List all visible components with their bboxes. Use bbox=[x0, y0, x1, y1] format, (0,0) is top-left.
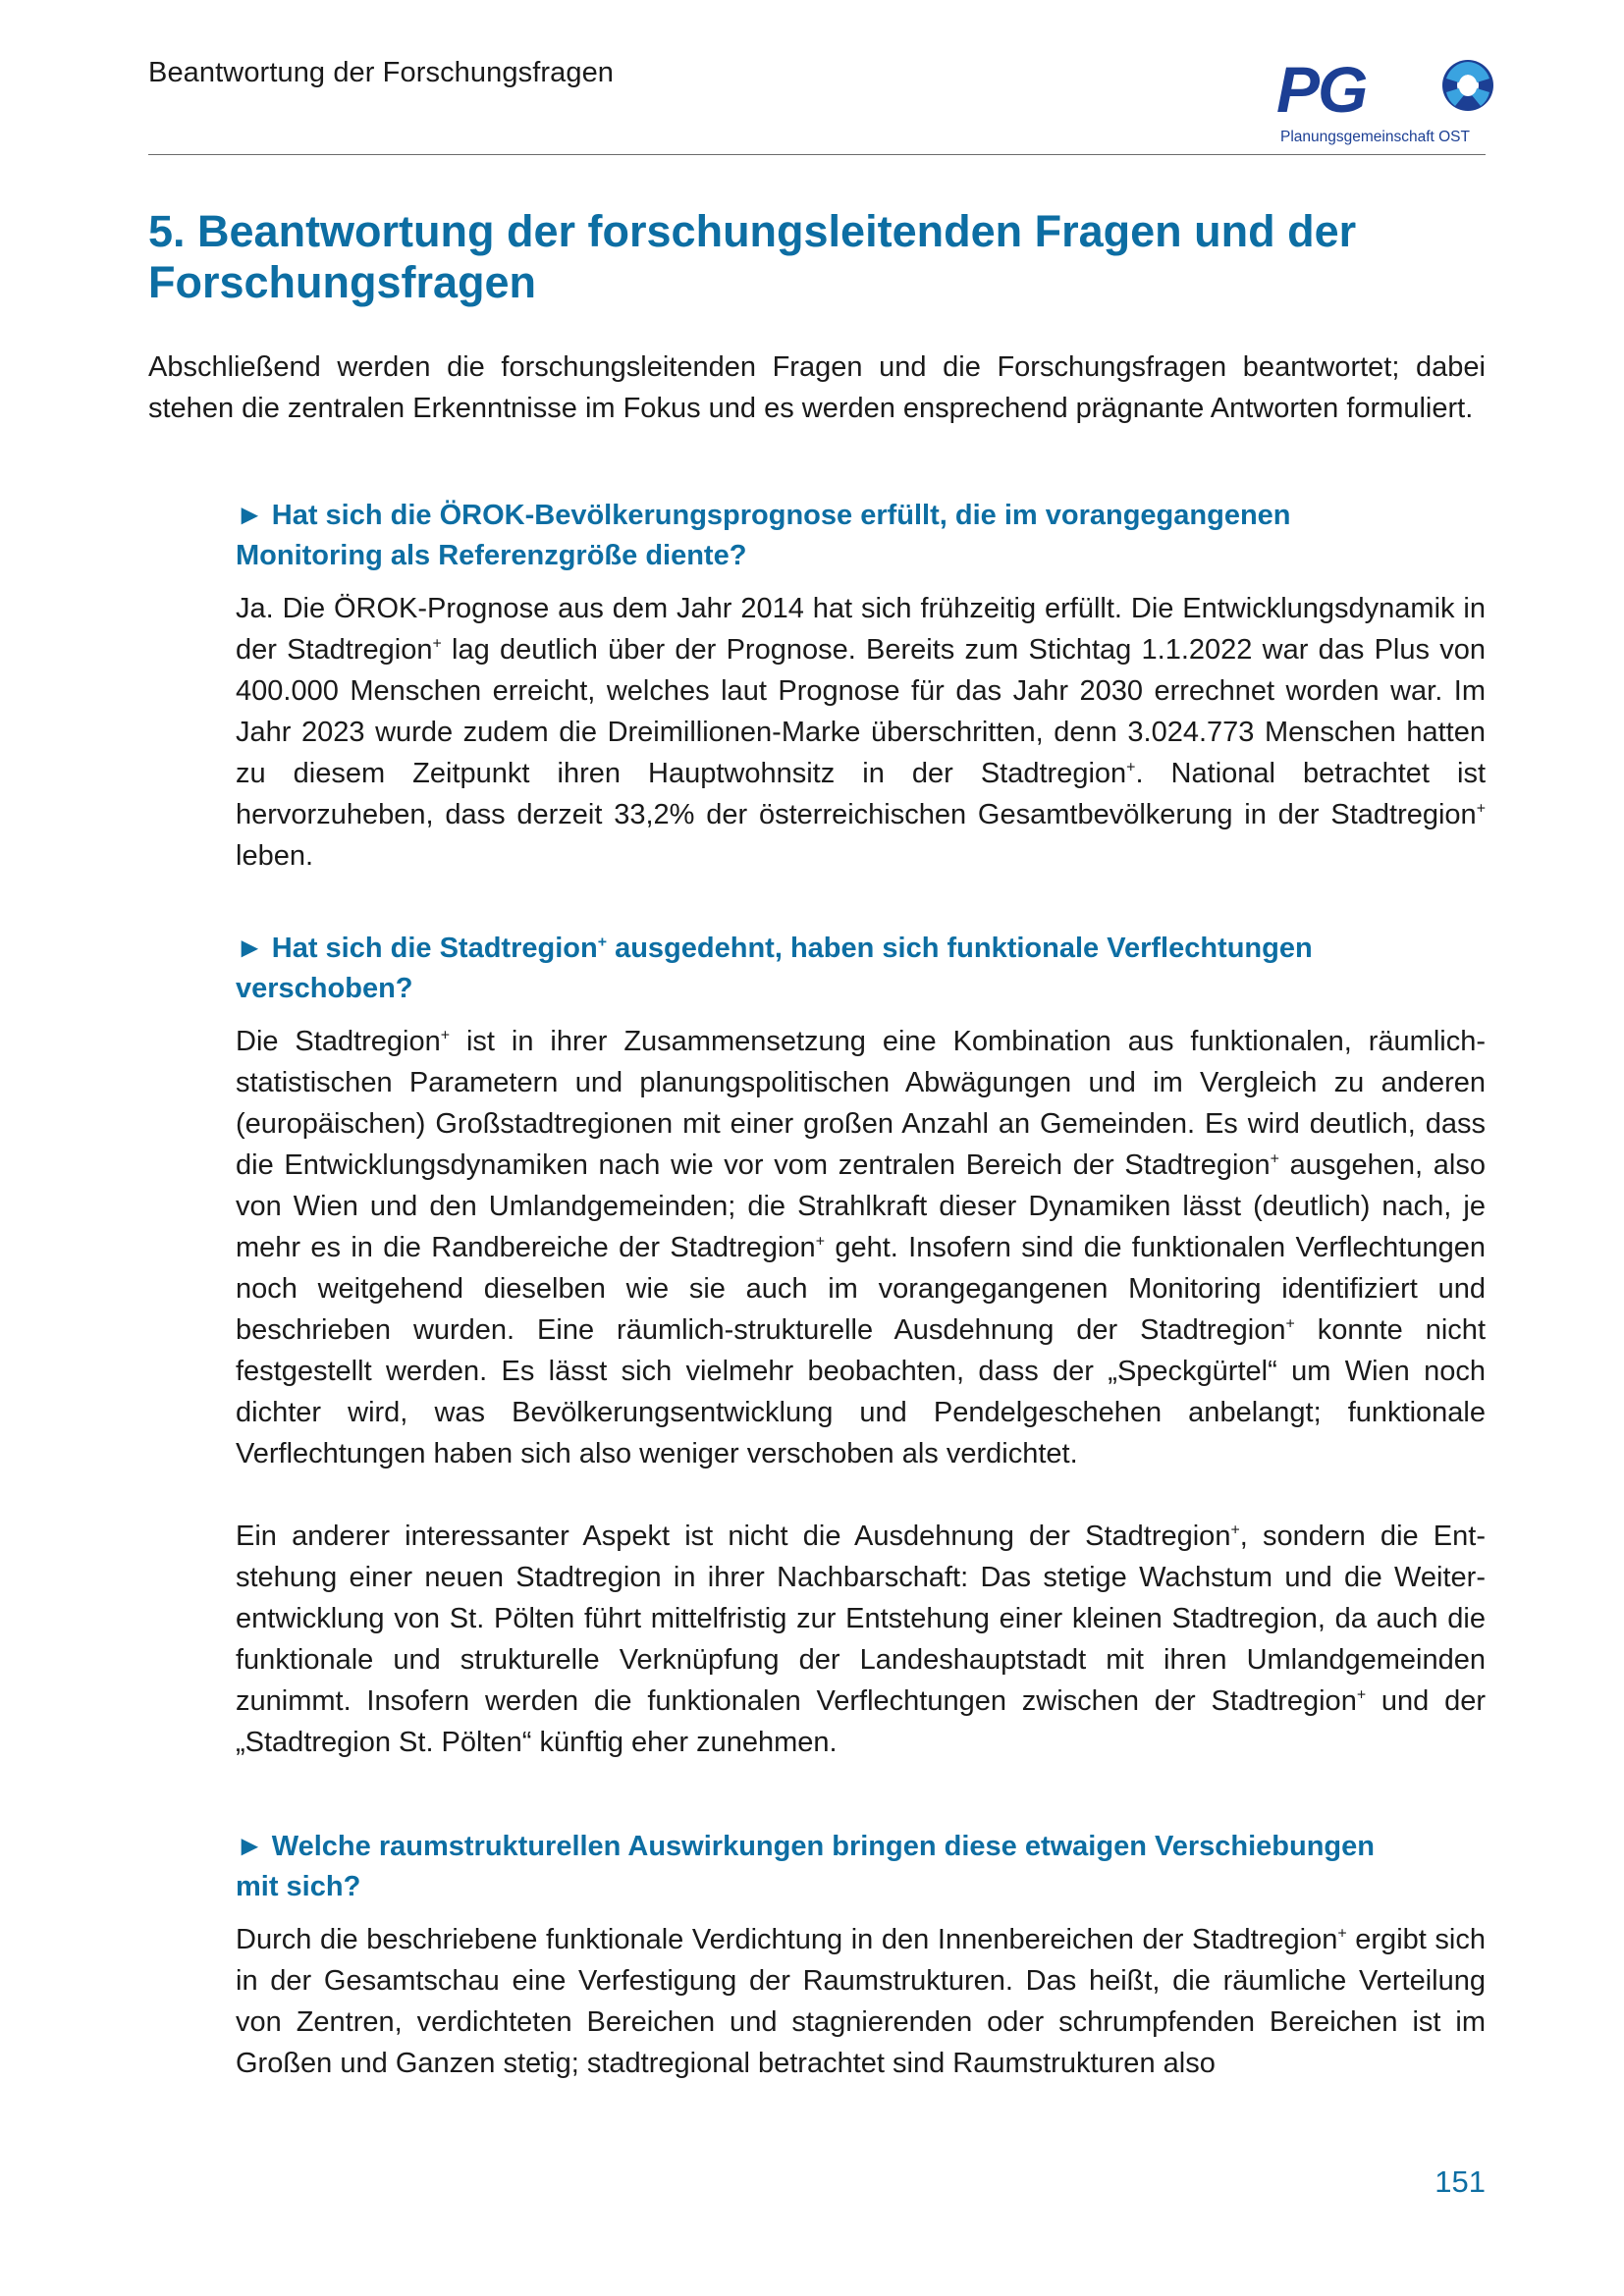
arrow-bullet-icon: ► bbox=[236, 933, 264, 964]
chapter-title: 5. Beantwortung der forschungsleitenden Fragen und der Forschungsfragen bbox=[148, 206, 1357, 307]
question-block-2 bbox=[236, 929, 1486, 1763]
pgo-logo-graphic bbox=[1276, 57, 1497, 147]
intro-paragraph: Abschließend werden die forschungsleitenden Fragen und die Forschungsfragen beantwortet; dabei stehen die zentralen Erkenntnisse im Fokus und es werden ensprechend prägnante Antworten formuliert. bbox=[148, 351, 1486, 424]
question-text: Hat sich die Stadtregion+ ausgedehnt, haben sich funktionale Verflechtungen verschoben? bbox=[236, 933, 1313, 1004]
question-heading bbox=[236, 929, 1394, 1009]
answer-paragraph: Ein anderer interessanter Aspekt ist nicht die Ausdehnung der Stadtregion+, sondern die Entstehung einer neuen Stadtregion in ihrer Nachbarschaft: Das stetige Wachstum und die Weiterentwicklung von St. Pölten führt mittelfristig zur Entstehung einer kleinen Stadtregion, da auch die funktionale und strukturelle Verknüpfung der Landeshauptstadt mit ihren Umlandgemeinden zunimmt. Insofern werden die funktionalen Verflechtungen zwischen der Stadtregion+ und der „Stadtregion St. Pölten“ künftig eher zunehmen. bbox=[236, 1521, 1486, 1758]
logo-subtitle: Planungsgemeinschaft OST bbox=[1280, 129, 1470, 145]
arrow-bullet-icon: ► bbox=[236, 1831, 264, 1862]
question-text: Welche raumstrukturellen Auswirkungen bringen diese etwaigen Verschiebungen mit sich? bbox=[236, 1831, 1375, 1902]
logo-letters: PG bbox=[1276, 57, 1367, 126]
question-heading bbox=[236, 1827, 1394, 1907]
arrow-bullet-icon: ► bbox=[236, 500, 264, 531]
header-divider bbox=[148, 154, 1486, 155]
question-text: Hat sich die ÖROK-Bevölkerungsprognose erfüllt, die im vorangegangenen Monitoring als Referenzgröße diente? bbox=[236, 500, 1291, 571]
answer-paragraph: Die Stadtregion+ ist in ihrer Zusammensetzung eine Kombination aus funktionalen, räumlich-statistischen Parametern und planungspolitischen Abwägungen und im Vergleich zu anderen (europäischen) Großstadtregionen mit einer großen Anzahl an Gemeinden. Es wird deutlich, dass die Entwicklungsdynamiken nach wie vor vom zentralen Bereich der Stadtregion+ ausgehen, also von Wien und den Umlandgemeinden; die Strahlkraft dieser Dynamiken lässt (deutlich) nach, je mehr es in die Randbereiche der Stadtregion+ geht. Insofern sind die funktionalen Verflechtungen noch weitgehend dieselben wie sie auch im vorangegangenen Monitoring identifiziert und beschrieben wurden. Eine räumlich-strukturelle Ausdehnung der Stadtregion+ konnte nicht festgestellt werden. Es lässt sich vielmehr beobachten, dass der „Speckgürtel“ um Wien noch dichter wird, was Bevölkerungsentwicklung und Pendelgeschehen anbelangt; funktionale Verflechtungen haben sich also weniger verschoben als verdichtet. bbox=[236, 1026, 1486, 1469]
answer-paragraph: Durch die beschriebene funktionale Verdichtung in den Innenbereichen der Stadtregion+ ergibt sich in der Gesamtschau eine Verfestigung der Raumstrukturen. Das heißt, die räumliche Verteilung von Zentren, verdichteten Bereichen und stagnierenden oder schrumpfenden Bereichen ist im Großen und Ganzen stetig; stadtregional betrachtet sind Raumstrukturen also bbox=[236, 1924, 1487, 2079]
question-block-3 bbox=[236, 1827, 1486, 2084]
page-number: 151 bbox=[1435, 2164, 1486, 2199]
running-header: Beantwortung der Forschungsfragen bbox=[148, 57, 615, 88]
question-block-1 bbox=[236, 496, 1486, 877]
pgo-logo bbox=[1276, 57, 1497, 147]
question-heading bbox=[236, 496, 1394, 576]
answer-paragraph: Ja. Die ÖROK-Prognose aus dem Jahr 2014 hat sich frühzeitig erfüllt. Die Entwicklungsdynamik in der Stadtregion+ lag deutlich über der Prognose. Bereits zum Stichtag 1.1.2022 war das Plus von 400.000 Menschen erreicht, welches laut Prognose für das Jahr 2030 errechnet worden war. Im Jahr 2023 wurde zudem die Dreimillionen-Marke überschritten, denn 3.024.773 Menschen hatten zu diesem Zeitpunkt ihren Hauptwohnsitz in der Stadtregion+. National betrachtet ist hervorzuheben, dass derzeit 33,2% der österreichischen Gesamtbevölkerung in der Stadtregion+ leben. bbox=[236, 593, 1486, 872]
globe-icon bbox=[1442, 60, 1493, 111]
